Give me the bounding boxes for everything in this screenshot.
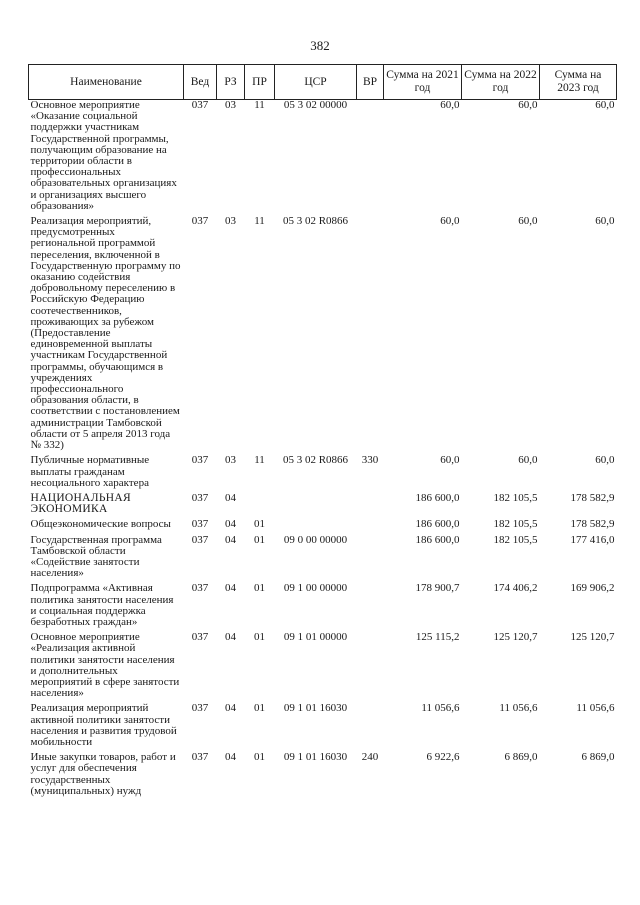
cell-pr: 01 bbox=[254, 518, 265, 531]
cell-vr bbox=[357, 519, 384, 530]
cell-sum-2021: 6 922,6 bbox=[426, 751, 460, 764]
cell-vr bbox=[357, 216, 384, 451]
cell-sum-2022: 6 869,0 bbox=[504, 751, 538, 764]
table-row bbox=[29, 455, 617, 489]
cell-csr: 09 1 00 00000 bbox=[283, 582, 348, 595]
header-pr: ПР bbox=[245, 65, 275, 100]
header-sum-2023: Сумма на 2023 год bbox=[540, 65, 617, 100]
cell-sum-2021: 60,0 bbox=[440, 215, 460, 228]
cell-sum-2022: 182 105,5 bbox=[493, 518, 538, 531]
cell-rz: 04 bbox=[225, 702, 236, 715]
cell-vr bbox=[357, 583, 384, 628]
cell-sum-2023: 178 582,9 bbox=[570, 491, 615, 504]
cell-pr: 01 bbox=[254, 631, 265, 644]
cell-sum-2021: 186 600,0 bbox=[415, 491, 460, 504]
cell-vr bbox=[357, 703, 384, 748]
cell-sum-2021: 186 600,0 bbox=[415, 533, 460, 546]
cell-name: Общеэкономические вопросы bbox=[30, 518, 171, 531]
table-row bbox=[29, 100, 617, 213]
row-spacer bbox=[29, 797, 617, 801]
cell-sum-2022: 174 406,2 bbox=[493, 582, 538, 595]
table-header bbox=[29, 65, 617, 100]
cell-sum-2023: 60,0 bbox=[595, 215, 615, 228]
table-row bbox=[29, 583, 617, 628]
cell-sum-2023: 178 582,9 bbox=[570, 518, 615, 531]
header-sum-2022: Сумма на 2022 год bbox=[462, 65, 540, 100]
cell-csr: 09 1 01 00000 bbox=[283, 631, 348, 644]
cell-name: Реализация мероприятий, предусмотренных региональной программой переселения, включенной в Государственную программу по оказанию содействия добровольному переселению в Российскую Федерацию соотечественников, проживающих за рубежом (Предоставление единовременной выплаты участникам Государственной программы, обучающимся в учреждениях профессионального образования области, в соответствии с постановлением администрации Тамбовской области от 5 апреля 2013 года № 332) bbox=[30, 215, 181, 452]
cell-pr: 11 bbox=[254, 215, 265, 228]
page-number: 382 bbox=[310, 38, 330, 53]
cell-sum-2022: 60,0 bbox=[518, 215, 538, 228]
cell-sum-2023: 6 869,0 bbox=[581, 751, 615, 764]
cell-sum-2021: 60,0 bbox=[440, 99, 460, 111]
cell-sum-2021: 125 115,2 bbox=[415, 631, 460, 644]
cell-csr bbox=[275, 493, 357, 515]
cell-ved: 037 bbox=[191, 533, 209, 546]
cell-csr: 05 3 02 R0866 bbox=[282, 215, 349, 228]
header-csr: ЦСР bbox=[275, 65, 357, 100]
cell-sum-2022: 125 120,7 bbox=[493, 631, 538, 644]
table-row bbox=[29, 519, 617, 530]
cell-csr: 09 0 00 00000 bbox=[283, 533, 348, 546]
cell-ved: 037 bbox=[191, 99, 209, 111]
header-rz: РЗ bbox=[217, 65, 245, 100]
cell-sum-2022: 60,0 bbox=[518, 454, 538, 467]
cell-vr bbox=[357, 493, 384, 515]
cell-sum-2023: 177 416,0 bbox=[570, 533, 615, 546]
cell-pr: 01 bbox=[254, 751, 265, 764]
cell-vr bbox=[357, 100, 384, 213]
cell-rz: 03 bbox=[225, 215, 236, 228]
cell-name: Государственная программа Тамбовской области «Содействие занятости населения» bbox=[30, 533, 162, 580]
cell-name: НАЦИОНАЛЬНАЯ ЭКОНОМИКА bbox=[30, 491, 131, 516]
cell-csr: 05 3 02 R0866 bbox=[282, 454, 349, 467]
header-vr: ВР bbox=[357, 65, 384, 100]
cell-name: Подпрограмма «Активная политика занятости населения и социальная поддержка безработных граждан» bbox=[30, 582, 174, 628]
cell-ved: 037 bbox=[191, 518, 209, 531]
header-ved: Вед bbox=[184, 65, 217, 100]
cell-csr: 09 1 01 16030 bbox=[283, 702, 348, 715]
cell-name: Основное мероприятие «Реализация активной политики занятости населения и дополнительных мероприятий в сфере занятости населения» bbox=[30, 631, 180, 700]
row-spacer-cell bbox=[29, 797, 617, 801]
cell-pr: 11 bbox=[254, 454, 265, 467]
cell-sum-2022: 60,0 bbox=[518, 99, 538, 111]
cell-ved: 037 bbox=[191, 631, 209, 644]
cell-sum-2023: 60,0 bbox=[595, 99, 615, 111]
cell-sum-2023: 11 056,6 bbox=[576, 702, 615, 715]
cell-name: Реализация мероприятий активной политики занятости населения и развития трудовой мобильности bbox=[30, 702, 177, 748]
table-row bbox=[29, 216, 617, 451]
cell-rz: 04 bbox=[225, 491, 236, 504]
cell-rz: 04 bbox=[225, 533, 236, 546]
cell-sum-2023: 60,0 bbox=[595, 454, 615, 467]
cell-csr bbox=[275, 519, 357, 530]
cell-ved: 037 bbox=[191, 751, 209, 764]
cell-sum-2021: 178 900,7 bbox=[415, 582, 460, 595]
cell-vr bbox=[357, 632, 384, 699]
cell-sum-2022: 11 056,6 bbox=[499, 702, 538, 715]
cell-pr: 01 bbox=[254, 582, 265, 595]
table-row bbox=[29, 632, 617, 699]
header-name: Наименование bbox=[29, 65, 184, 100]
cell-ved: 037 bbox=[191, 454, 209, 467]
cell-rz: 03 bbox=[225, 454, 236, 467]
cell-pr bbox=[245, 493, 275, 515]
cell-pr: 01 bbox=[254, 702, 265, 715]
cell-vr bbox=[357, 535, 384, 580]
cell-name: Основное мероприятие «Оказание социальной поддержки участникам Государственной программы, получающим образование на территории области в профессиональных образовательных организациях и организациях высшего образования» bbox=[30, 99, 177, 212]
cell-name: Публичные нормативные выплаты гражданам несоциального характера bbox=[30, 454, 150, 489]
table-row bbox=[29, 752, 617, 797]
cell-rz: 04 bbox=[225, 631, 236, 644]
cell-pr: 01 bbox=[254, 533, 265, 546]
cell-sum-2022: 182 105,5 bbox=[493, 491, 538, 504]
cell-rz: 04 bbox=[225, 751, 236, 764]
cell-rz: 04 bbox=[225, 518, 236, 531]
table-row bbox=[29, 493, 617, 515]
cell-ved: 037 bbox=[191, 582, 209, 595]
cell-csr: 05 3 02 00000 bbox=[283, 99, 348, 111]
cell-ved: 037 bbox=[191, 491, 209, 504]
cell-vr: 240 bbox=[361, 751, 379, 764]
cell-sum-2021: 60,0 bbox=[440, 454, 460, 467]
cell-pr: 11 bbox=[254, 99, 265, 111]
cell-ved: 037 bbox=[191, 215, 209, 228]
table-row bbox=[29, 703, 617, 748]
cell-ved: 037 bbox=[191, 702, 209, 715]
cell-name: Иные закупки товаров, работ и услуг для обеспечения государственных (муниципальных) нужд bbox=[30, 751, 176, 797]
header-sum-2021: Сумма на 2021 год bbox=[384, 65, 462, 100]
cell-sum-2021: 11 056,6 bbox=[421, 702, 460, 715]
cell-sum-2023: 125 120,7 bbox=[570, 631, 615, 644]
cell-sum-2023: 169 906,2 bbox=[570, 582, 615, 595]
cell-sum-2022: 182 105,5 bbox=[493, 533, 538, 546]
cell-sum-2021: 186 600,0 bbox=[415, 518, 460, 531]
table-body bbox=[29, 100, 617, 801]
cell-vr: 330 bbox=[361, 454, 379, 467]
cell-csr: 09 1 01 16030 bbox=[283, 751, 348, 764]
budget-table bbox=[28, 64, 617, 801]
cell-rz: 04 bbox=[225, 582, 236, 595]
table-row bbox=[29, 535, 617, 580]
cell-rz: 03 bbox=[225, 99, 236, 111]
